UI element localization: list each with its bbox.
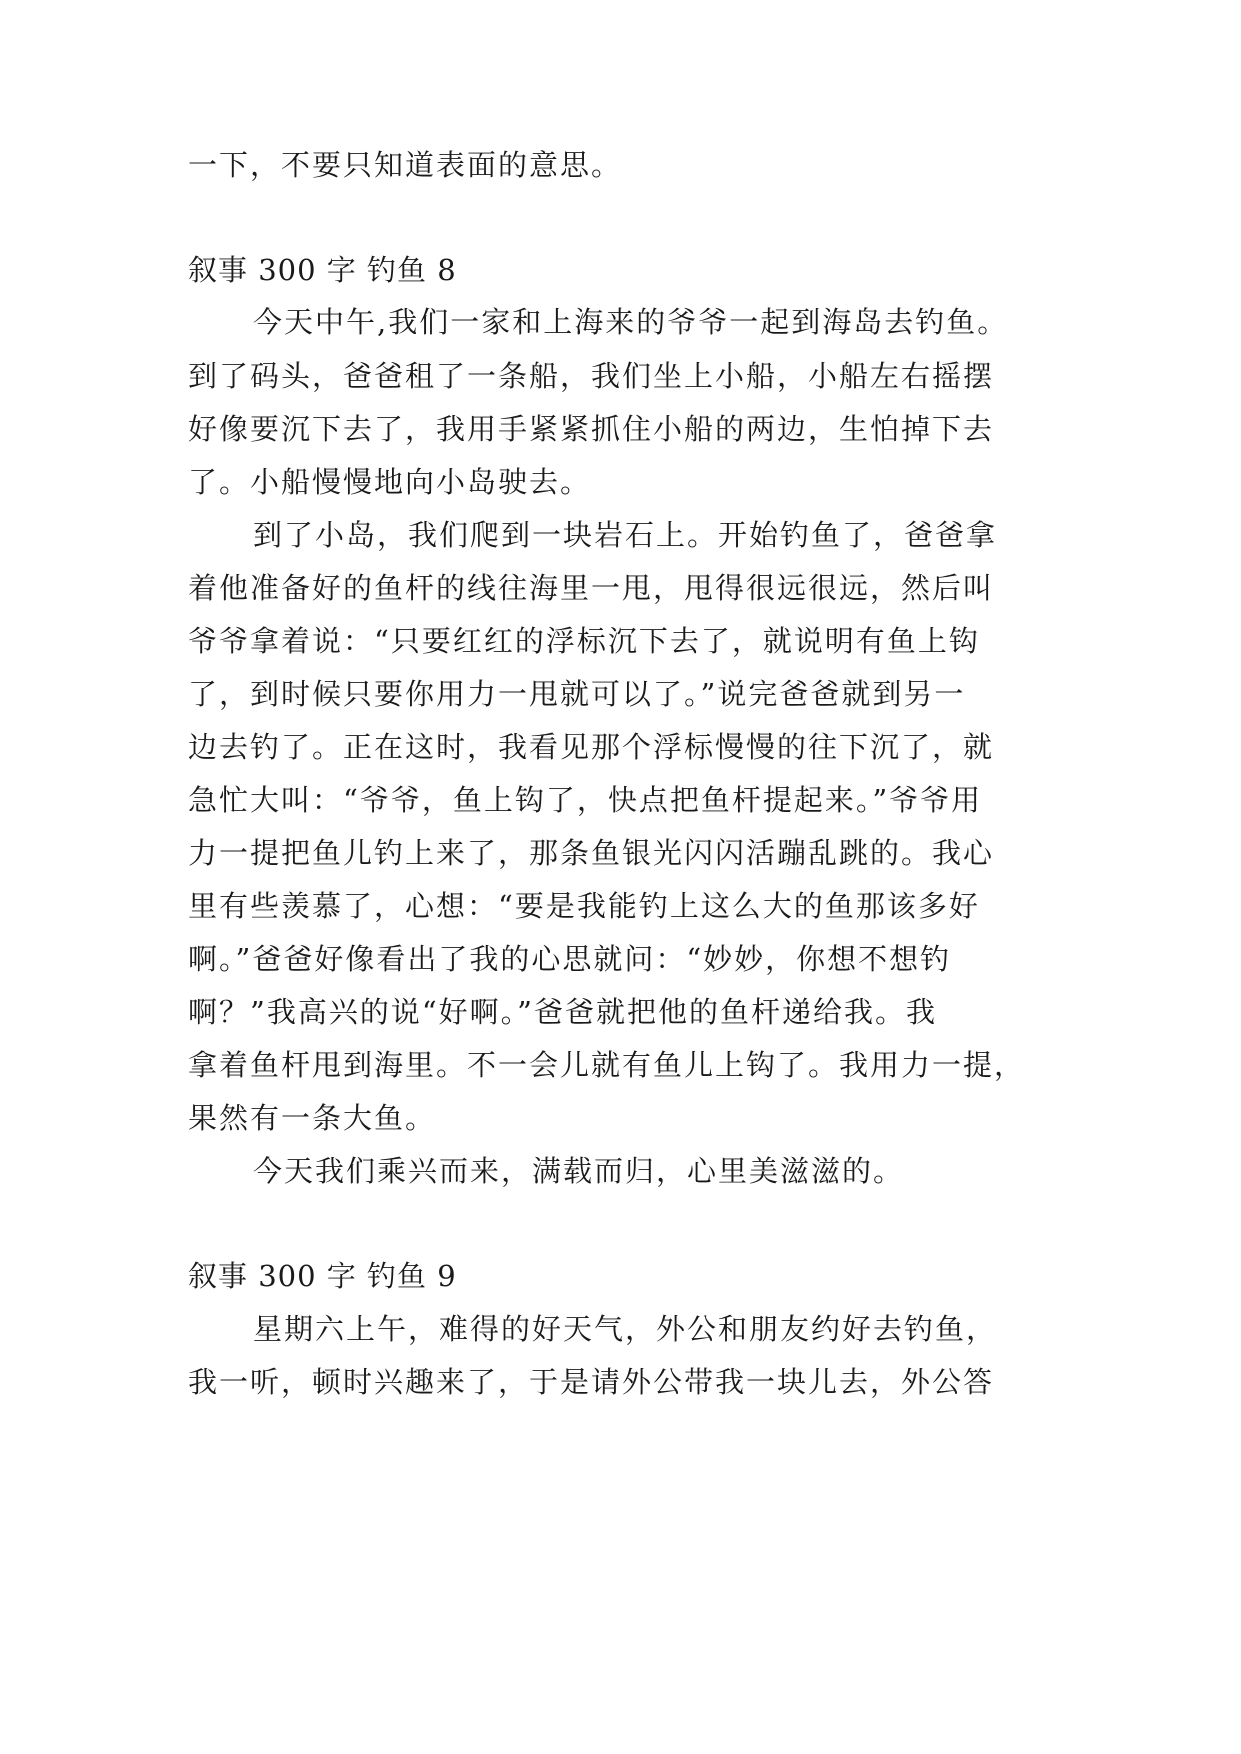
paragraph-line: 啊？”我高兴的说“好啊。”爸爸就把他的鱼杆递给我。我 <box>188 995 937 1029</box>
paragraph-line: 着他准备好的鱼杆的线往海里一甩，甩得很远很远，然后叫 <box>188 571 995 605</box>
paragraph-line: 今天我们乘兴而来，满载而归，心里美滋滋的。 <box>253 1154 905 1188</box>
paragraph-line: 到了码头，爸爸租了一条船，我们坐上小船，小船左右摇摆 <box>188 359 995 393</box>
paragraph-line: 到了小岛，我们爬到一块岩石上。开始钓鱼了，爸爸拿 <box>253 518 998 552</box>
paragraph-line: 星期六上午，难得的好天气，外公和朋友约好去钓鱼， <box>253 1312 998 1346</box>
paragraph-line: 果然有一条大鱼。 <box>188 1101 437 1135</box>
paragraph-line: 拿着鱼杆甩到海里。不一会儿就有鱼儿上钩了。我用力一提， <box>188 1048 1026 1082</box>
paragraph-line: 急忙大叫：“爷爷，鱼上钩了，快点把鱼杆提起来。”爷爷用 <box>188 783 983 817</box>
section-heading: 叙事 300 字 钓鱼 8 <box>188 253 457 287</box>
paragraph-line: 今天中午,我们一家和上海来的爷爷一起到海岛去钓鱼。 <box>253 305 1009 339</box>
paragraph-line: 一下，不要只知道表面的意思。 <box>188 148 623 182</box>
paragraph-line: 啊。”爸爸好像看出了我的心思就问：“妙妙，你想不想钓 <box>188 942 952 976</box>
paragraph-line: 了。小船慢慢地向小岛驶去。 <box>188 465 592 499</box>
section-heading: 叙事 300 字 钓鱼 9 <box>188 1259 457 1293</box>
paragraph-line: 力一提把鱼儿钓上来了，那条鱼银光闪闪活蹦乱跳的。我心 <box>188 836 995 870</box>
paragraph-line: 了，到时候只要你用力一甩就可以了。”说完爸爸就到另一 <box>188 677 966 711</box>
paragraph-line: 好像要沉下去了，我用手紧紧抓住小船的两边，生怕掉下去 <box>188 412 995 446</box>
paragraph-line: 边去钓了。正在这时，我看见那个浮标慢慢的往下沉了，就 <box>188 730 995 764</box>
paragraph-line: 爷爷拿着说：“只要红红的浮标沉下去了，就说明有鱼上钩 <box>188 624 980 658</box>
paragraph-line: 里有些羡慕了，心想：“要是我能钓上这么大的鱼那该多好 <box>188 889 980 923</box>
paragraph-line: 我一听，顿时兴趣来了，于是请外公带我一块儿去，外公答 <box>188 1365 995 1399</box>
